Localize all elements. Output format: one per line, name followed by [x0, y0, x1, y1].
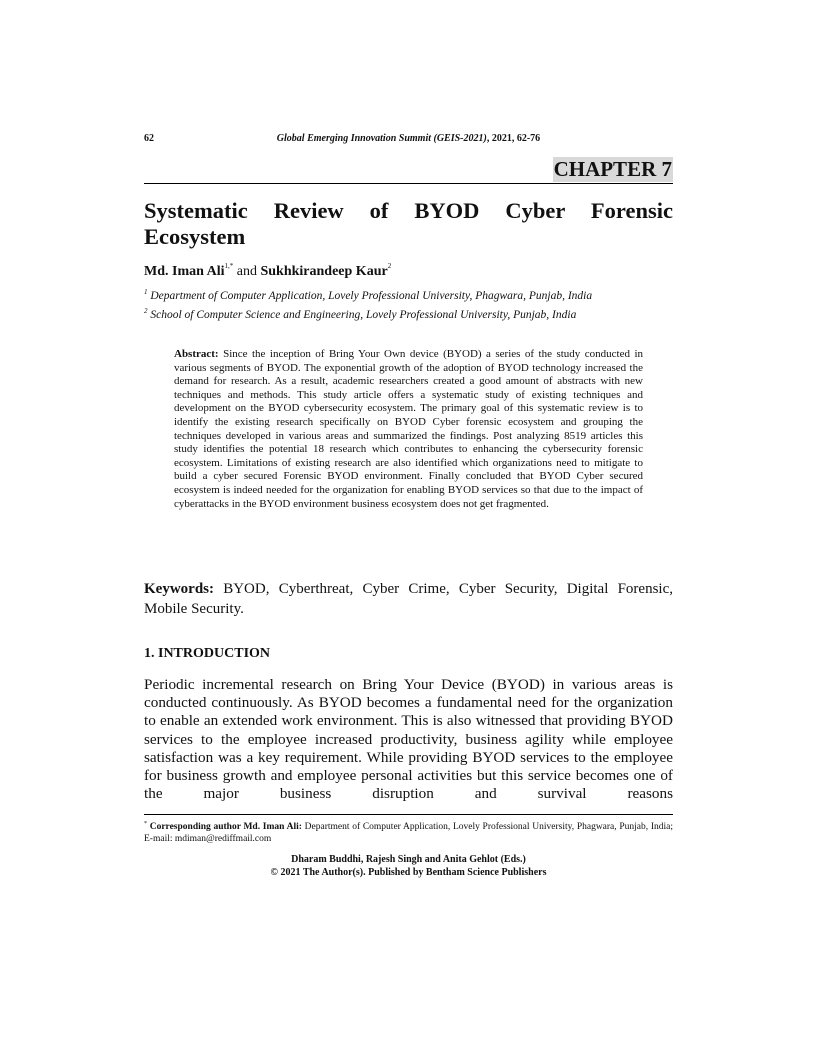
- footnote-text: Department of Computer Application, Lovely Professional University, Phagwara, Punjab, India; E-mail: mdiman@rediffmail.com: [144, 822, 673, 844]
- journal-citation: [144, 133, 673, 144]
- author-line: [144, 262, 391, 280]
- keywords: [144, 579, 673, 619]
- footnote-marker: *: [144, 821, 147, 827]
- footnote: [144, 818, 673, 845]
- affiliation-1-text: Department of Computer Application, Lovely Professional University, Phagwara, Punjab, India: [147, 290, 593, 302]
- keywords-text: BYOD, Cyberthreat, Cyber Crime, Cyber Security, Digital Forensic, Mobile Security.: [144, 581, 673, 617]
- abstract: [174, 348, 643, 511]
- paper-title: Systematic Review of BYOD Cyber Forensic Ecosystem: [144, 198, 673, 249]
- author-2: Sukhkirandeep Kaur: [260, 264, 388, 279]
- journal-year-pages: , 2021, 62-76: [486, 133, 541, 144]
- author-1: Md. Iman Ali: [144, 264, 225, 279]
- affiliation-2-marker: 2: [144, 307, 148, 315]
- footnote-label: Corresponding author Md. Iman Ali:: [147, 822, 302, 832]
- affiliation-2-text: School of Computer Science and Engineering, Lovely Professional University, Punjab, India: [147, 309, 577, 321]
- chapter-header: [144, 157, 673, 184]
- section-heading: 1. INTRODUCTION: [144, 646, 271, 661]
- footnote-divider: [144, 814, 673, 815]
- abstract-label: Abstract:: [174, 348, 219, 360]
- affiliation-2: [144, 307, 576, 321]
- abstract-text: Since the inception of Bring Your Own device (BYOD) a series of the study conducted in various segments of BYOD. The exponential growth of the adoption of BYOD technology increased the demand for research. As a result, academic researchers created a good amount of abstracts with new techniques and methods. This study article offers a systematic study of existing techniques and development on the BYOD cybersecurity ecosystem. The primary goal of this systematic review is to identify the existing research specifically on BYOD Cyber forensic ecosystem and grouping the techniques developed in various areas and summarized the findings. Post analyzing 8519 articles this study identifies the potential 18 research which contributes to enhancing the cybersecurity forensic ecosystem. Limitations of existing research are also identified which organizations need to mitigate to build a cyber secured Forensic BYOD environment. Finally concluded that BYOD Cyber secured ecosystem is indeed needed for the organization for enabling BYOD services so that due to the impact of cyberattacks in the BYOD environment business ecosystem does not get fragmented.: [174, 348, 643, 510]
- keywords-label: Keywords:: [144, 581, 214, 597]
- author-1-marker: 1,*: [224, 262, 234, 270]
- chapter-label: CHAPTER 7: [553, 157, 672, 181]
- journal-name: Global Emerging Innovation Summit (GEIS-2021): [276, 133, 487, 144]
- affiliation-1: [144, 288, 592, 302]
- editors-line: Dharam Buddhi, Rajesh Singh and Anita Gehlot (Eds.): [291, 854, 526, 865]
- affiliation-1-marker: 1: [144, 288, 148, 296]
- intro-paragraph: Periodic incremental research on Bring Your Device (BYOD) in various areas is conducted continuously. As BYOD becomes a fundamental need for the organization to enable an extended work environment. This is also witnessed that providing BYOD services to the employee increased productivity, business agility while employee satisfaction was a key requirement. While providing BYOD services to the employee for business growth and employee personal activities but this service becomes one of the major business disruption and survival reasons: [144, 676, 673, 803]
- author-connector: and: [233, 264, 261, 279]
- copyright-line: © 2021 The Author(s). Published by Bentham Science Publishers: [270, 867, 547, 878]
- publication-credit: [144, 853, 673, 879]
- page-number: 62: [144, 133, 154, 144]
- author-2-marker: 2: [387, 262, 392, 270]
